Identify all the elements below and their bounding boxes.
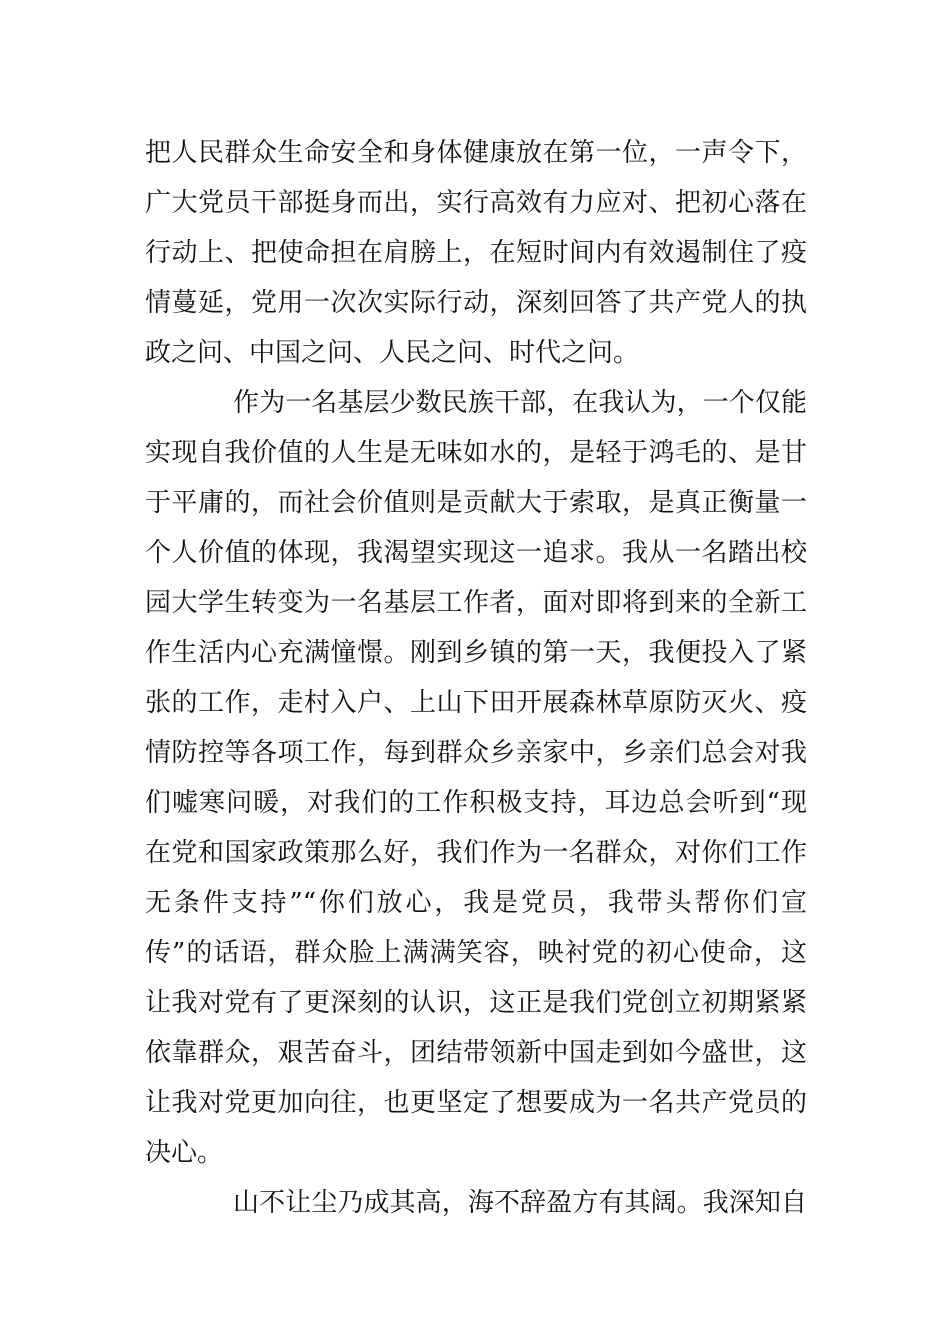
text-line: 于平庸的，而社会价值则是贡献大于索取，是真正衡量一 <box>145 488 807 518</box>
text-line: 作生活内心充满憧憬。刚到乡镇的第一天，我便投入了紧 <box>145 638 807 668</box>
text-line: 让我对党有了更深刻的认识，这正是我们党创立初期紧紧 <box>145 988 807 1018</box>
text-line: 无条件支持”“你们放心，我是党员，我带头帮你们宣 <box>145 888 807 918</box>
text-line: 决心。 <box>145 1138 224 1168</box>
text-line: 情蔓延，党用一次次实际行动，深刻回答了共产党人的执 <box>145 288 807 318</box>
text-line: 行动上、把使命担在肩膀上，在短时间内有效遏制住了疫 <box>145 238 807 268</box>
text-line: 们嘘寒问暖，对我们的工作积极支持，耳边总会听到“现 <box>145 788 807 818</box>
paragraph-3 <box>145 1178 807 1228</box>
text-line: 依靠群众，艰苦奋斗，团结带领新中国走到如今盛世，这 <box>145 1038 807 1068</box>
text-line: 广大党员干部挺身而出，实行高效有力应对、把初心落在 <box>145 188 807 218</box>
text-line: 作为一名基层少数民族干部，在我认为，一个仅能 <box>233 388 807 418</box>
text-line: 张的工作，走村入户、上山下田开展森林草原防灭火、疫 <box>145 688 807 718</box>
text-line: 把人民群众生命安全和身体健康放在第一位，一声令下， <box>145 138 807 168</box>
text-line: 传”的话语，群众脸上满满笑容，映衬党的初心使命，这 <box>145 938 807 968</box>
text-line: 在党和国家政策那么好，我们作为一名群众，对你们工作 <box>145 838 807 868</box>
paragraph-2 <box>145 378 807 1178</box>
text-line: 个人价值的体现，我渴望实现这一追求。我从一名踏出校 <box>145 538 807 568</box>
text-line: 让我对党更加向往，也更坚定了想要成为一名共产党员的 <box>145 1088 807 1118</box>
text-line: 园大学生转变为一名基层工作者，面对即将到来的全新工 <box>145 588 807 618</box>
paragraph-1 <box>145 128 807 378</box>
text-line: 山不让尘乃成其高，海不辞盈方有其阔。我深知自 <box>233 1188 807 1218</box>
text-line: 实现自我价值的人生是无味如水的，是轻于鸿毛的、是甘 <box>145 438 807 468</box>
text-line: 情防控等各项工作，每到群众乡亲家中，乡亲们总会对我 <box>145 738 807 768</box>
text-line: 政之问、中国之问、人民之问、时代之问。 <box>145 338 640 368</box>
